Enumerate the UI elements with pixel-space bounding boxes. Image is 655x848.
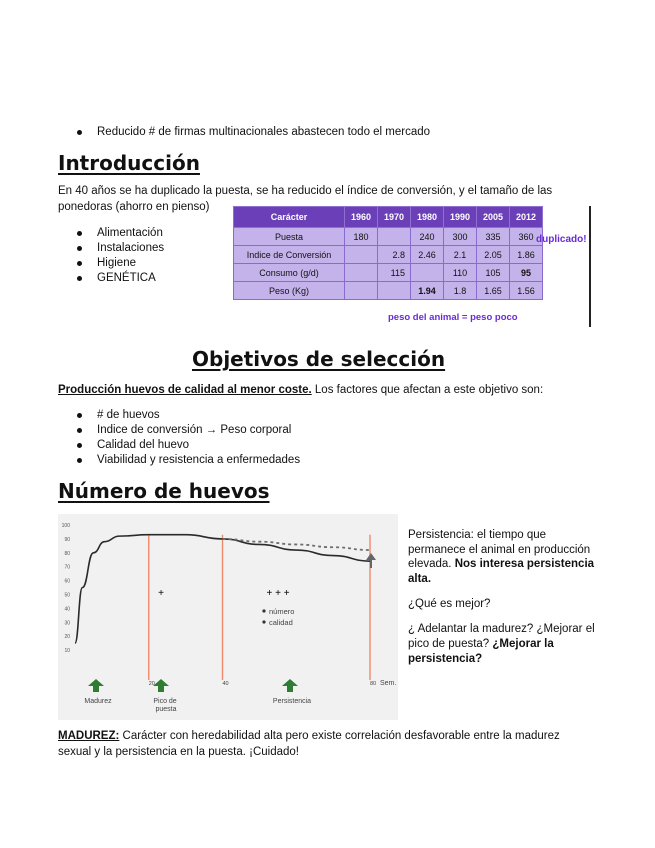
green-arrow-icon <box>153 679 169 692</box>
table-header: Carácter <box>234 207 345 228</box>
question-1: ¿Qué es mejor? <box>408 598 491 610</box>
legend-dot <box>262 620 265 623</box>
list-item: Calidad del huevo <box>58 438 458 453</box>
marker-label-persistencia: Persistencia <box>272 698 312 705</box>
table-header: 1970 <box>378 207 411 228</box>
green-arrow-icon <box>88 679 104 692</box>
table-cell: 1.56 <box>510 282 543 300</box>
table-cell <box>345 246 378 264</box>
intro-paragraph: En 40 años se ha duplicado la puesta, se ha reducido el índice de conversión, y el tamaño de las ponedoras (ahorro en pienso) <box>58 185 553 213</box>
region-label-plus-plus: + + + <box>266 588 290 599</box>
x-tick-label: 80 <box>369 681 377 687</box>
table-cell: Peso (Kg) <box>234 282 345 300</box>
table-cell: 360 <box>510 228 543 246</box>
table-cell <box>345 264 378 282</box>
objetivos-bullet-list <box>58 408 458 468</box>
table-header: 1960 <box>345 207 378 228</box>
table-cell: 335 <box>477 228 510 246</box>
persistencia-text: Persistencia: el tiempo que permanece el animal en producción elevada. <box>408 529 591 570</box>
y-tick-label: 100 <box>61 523 70 529</box>
table-header: 2005 <box>477 207 510 228</box>
y-tick-label: 30 <box>64 620 70 627</box>
list-item: GENÉTICA <box>58 271 228 286</box>
table-cell: 95 <box>510 264 543 282</box>
table-cell: 110 <box>444 264 477 282</box>
table-cell: 2.1 <box>444 246 477 264</box>
peso-note: peso del animal = peso poco <box>388 312 518 323</box>
persistencia-block <box>408 528 598 586</box>
legend-item: número <box>269 607 295 616</box>
list-item: Reducido # de firmas multinacionales abastecen todo el mercado <box>58 125 618 140</box>
marker-label-pico-line: puesta <box>155 706 177 713</box>
table-header-row <box>234 207 543 228</box>
table-header: 1980 <box>411 207 444 228</box>
y-tick-label: 20 <box>64 634 70 641</box>
y-tick-label: 80 <box>64 550 70 557</box>
y-tick-label: 10 <box>64 648 70 655</box>
table-cell: Puesta <box>234 228 345 246</box>
list-item: Indice de conversión → Peso corporal <box>58 423 458 438</box>
madurez-label: MADUREZ: <box>58 730 120 742</box>
table-cell: 1.65 <box>477 282 510 300</box>
chart-svg <box>58 514 398 720</box>
table-row <box>234 246 543 264</box>
green-arrow-icon <box>282 679 298 692</box>
list-item: Instalaciones <box>58 241 228 256</box>
marker-label-madurez: Madurez <box>84 698 112 705</box>
table-cell: 2.8 <box>378 246 411 264</box>
duplicado-note: duplicado! <box>536 234 587 245</box>
objetivos-lead <box>58 383 618 399</box>
comparison-table-wrap <box>233 206 543 300</box>
section-title-introduccion: Introducción <box>58 151 200 175</box>
y-tick-label: 40 <box>64 606 70 613</box>
y-tick-label: 60 <box>64 578 70 585</box>
table-cell: 1.8 <box>444 282 477 300</box>
y-tick-label: 50 <box>64 592 70 599</box>
question-2-text: ¿ Adelantar la madurez? ¿Mejorar el pico de puesta? <box>408 623 595 650</box>
region-label-plus: + <box>158 588 164 599</box>
table-cell: 1.86 <box>510 246 543 264</box>
table-cell <box>345 282 378 300</box>
table-cell: 1.94 <box>411 282 444 300</box>
table-cell: Indice de Conversión <box>234 246 345 264</box>
vertical-rule <box>589 206 591 327</box>
table-cell: 240 <box>411 228 444 246</box>
table-cell: Consumo (g/d) <box>234 264 345 282</box>
madurez-paragraph <box>58 729 578 760</box>
series-line-mejorada <box>223 539 371 550</box>
table-cell: 105 <box>477 264 510 282</box>
x-tick-label: 20 <box>148 681 155 687</box>
list-item: Higiene <box>58 256 228 271</box>
legend-dot <box>262 609 265 612</box>
question-2 <box>408 622 598 667</box>
x-tick-label: 40 <box>222 681 229 687</box>
objetivos-lead-rest: Los factores que afectan a este objetivo son: <box>311 384 544 396</box>
table-header: 1990 <box>444 207 477 228</box>
table-cell: 2.46 <box>411 246 444 264</box>
comparison-table <box>233 206 543 300</box>
y-tick-label: 70 <box>64 564 70 571</box>
legend <box>262 607 294 627</box>
persistencia-bold: Nos interesa persistencia alta. <box>408 558 595 585</box>
list-item: Viabilidad y resistencia a enfermedades <box>58 453 458 468</box>
marker-label-pico-line: Pico de <box>153 698 177 705</box>
table-cell <box>378 282 411 300</box>
table-row <box>234 228 543 246</box>
objetivos-lead-bold: Producción huevos de calidad al menor coste. <box>58 384 312 396</box>
madurez-text: Carácter con heredabilidad alta pero existe correlación desfavorable entre la madurez sexual y la persistencia en la puesta. ¡Cuidado! <box>58 730 560 758</box>
section-title-objetivos: Objetivos de selección <box>192 347 446 371</box>
egg-production-chart <box>58 514 398 720</box>
table-cell <box>378 228 411 246</box>
table-cell: 300 <box>444 228 477 246</box>
table-row <box>234 282 543 300</box>
legend-item: calidad <box>269 618 293 627</box>
question-2-bold: ¿Mejorar la persistencia? <box>408 638 554 665</box>
top-bullet-list <box>58 125 618 140</box>
table-cell: 115 <box>378 264 411 282</box>
table-cell: 2.05 <box>477 246 510 264</box>
table-header: 2012 <box>510 207 543 228</box>
marker-label-pico <box>153 698 178 713</box>
x-axis-label: Sem. <box>380 680 397 687</box>
list-item: Alimentación <box>58 226 228 241</box>
section-title-numero: Número de huevos <box>58 479 270 503</box>
table-cell: 180 <box>345 228 378 246</box>
table-cell <box>411 264 444 282</box>
intro-bullet-list <box>58 226 228 286</box>
y-tick-label: 90 <box>64 536 70 543</box>
list-item: # de huevos <box>58 408 458 423</box>
table-row <box>234 264 543 282</box>
